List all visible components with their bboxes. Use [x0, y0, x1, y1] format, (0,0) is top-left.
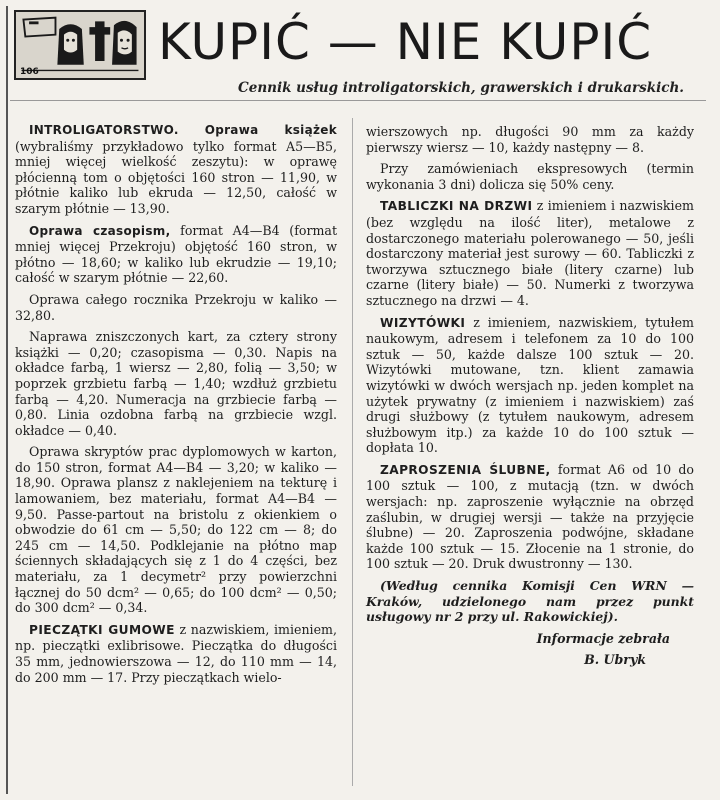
periodicals-paragraph: [15, 223, 337, 286]
stamps-continuation-paragraph: wierszowych np. długości 90 mm za każdy pierwszy wiersz — 10, każdy następny — 8.: [366, 124, 694, 155]
header-divider: [10, 100, 706, 101]
door-plates-text: z imieniem i nazwiskiem (bez względu na ilość liter), metalowe z dostarczonego materiału polerowanego — 50, jeśli dostarczony materiał jest surowy — 60. Tabliczki z tworzywa sztucznego białe (litery czarne) lub czarne (litery białe) — 50. Numerki z tworzywa sztucznego na drzwi — 4.: [366, 198, 694, 308]
page-title: KUPIĆ — NIE KUPIĆ: [158, 13, 653, 71]
column-logo: [14, 10, 146, 80]
door-plates-paragraph: [366, 198, 694, 308]
periodicals-heading: Oprawa czasopism,: [29, 223, 171, 238]
wedding-invitations-paragraph: [366, 462, 694, 572]
bookbinding-heading: INTROLIGATORSTWO. Oprawa książek: [29, 123, 337, 137]
wedding-invitations-heading: ZAPROSZENIA ŚLUBNE,: [380, 462, 551, 477]
annual-binding-paragraph: Oprawa całego rocznika Przekroju w kaliko — 32,80.: [15, 291, 337, 323]
business-cards-text: z imieniem, nazwiskiem, tytułem naukowym, adresem i telefonem za 10 do 100 sztuk — 50, każde dalsze 100 sztuk — 20. Wizytówki mutowane, tzn. klient zamawia wizytówki w dwóch wersjach np. jeden komplet na użytek prywatny (z imieniem i nazwiskiem) zaś drugi służbowy (z tytułem naukowym, adresem służbowym itp.) za każde 10 do 100 sztuk — dopłata 10.: [366, 314, 694, 456]
right-column: [366, 124, 694, 674]
bookbinding-text: (wybraliśmy przykładowo tylko format A5—B5, mniej więcej wielkość zeszytu): w oprawę płócienną tom o objętości 160 stron — 11,90, w płótnie kaliko lub ekruda — 12,50, całość w szarym płótnie — 13,90.: [15, 138, 337, 216]
business-cards-heading: WIZYTÓWKI: [380, 315, 466, 330]
bookbinding-paragraph: [15, 122, 337, 217]
door-plates-heading: TABLICZKI NA DRZWI: [380, 199, 533, 214]
page-edge-rule: [6, 6, 8, 794]
column-divider: [352, 118, 353, 786]
business-cards-paragraph: [366, 315, 694, 456]
source-note: (Według cennika Komisji Cen WRN — Kraków, udzielonego nam przez punkt usługowy nr 2 przy ul. Rakowickiej).: [366, 578, 694, 625]
page-subtitle: Cennik usług introligatorskich, grawerskich i drukarskich.: [238, 80, 684, 96]
periodicals-text: format A4—B4 (format mniej więcej Przekroju) objętość 160 stron, w płótno — 18,60; w kaliko lub ekrudzie — 19,10; całość w szarym płótnie — 22,60.: [15, 222, 337, 286]
wedding-invitations-text: format A6 od 10 do 100 sztuk — 100, z mutacją (tzn. w dwóch wersjach: np. zaproszenie wyłącznie na obrzęd zaślubin, w drugiej wersji — także na przyjęcie ślubne) — 20. Zaproszenia podwójne, składane każde 100 sztuk — 15. Złocenie na 1 stronie, do 100 sztuk — 20. Druk dwustronny — 130.: [366, 461, 694, 572]
repair-paragraph: Naprawa zniszczonych kart, za cztery strony książki — 0,20; czasopisma — 0,30. Napis na okładce farbą, 1 wiersz — 2,80, folią — 3,50; w poprzek grzbietu farbą — 1,40; wzdłuż grzbietu farbą — 4,20. Numeracja na grzbiecie farbą — 0,80. Linia ozdobna farbą na grzbiecie wzgl. okładce — 0,40.: [15, 329, 337, 438]
signoff-line: Informacje zebrała: [536, 630, 670, 646]
thesis-binding-paragraph: Oprawa skryptów prac dyplomowych w karton, do 150 stron, format A4—B4 — 3,20; w kaliko — 18,90. Oprawa plansz z naklejeniem na tekturę i lamowaniem, bez materiału, format A4—B4 — 9,50. Passe-partout na bristolu z okienkiem o obwodzie do 61 cm — 5,50; do 122 cm — 8; do 245 cm — 14,50. Podklejanie na płótno map ściennych składających się z 1 do 4 części, bez materiału, za 1 decymetr² przy powierzchni łącznej do 50 dcm² — 0,65; do 100 dcm² — 0,50; do 300 dcm² — 0,34.: [15, 444, 337, 616]
logo-number: 106: [20, 67, 39, 77]
stamps-paragraph: [15, 622, 337, 685]
stamps-text: z nazwiskiem, imieniem, np. pieczątki exlibrisowe. Pieczątka do długości 35 mm, jednowierszowa — 12, do 110 mm — 14, do 200 mm — 17. Przy pieczątkach wielo-: [15, 621, 337, 685]
stamps-heading: PIECZĄTKI GUMOWE: [29, 622, 175, 637]
left-column: [15, 122, 337, 691]
express-paragraph: Przy zamówieniach ekspresowych (termin wykonania 3 dni) dolicza się 50% ceny.: [366, 161, 694, 192]
author-name: B. Ubryk: [584, 652, 646, 668]
